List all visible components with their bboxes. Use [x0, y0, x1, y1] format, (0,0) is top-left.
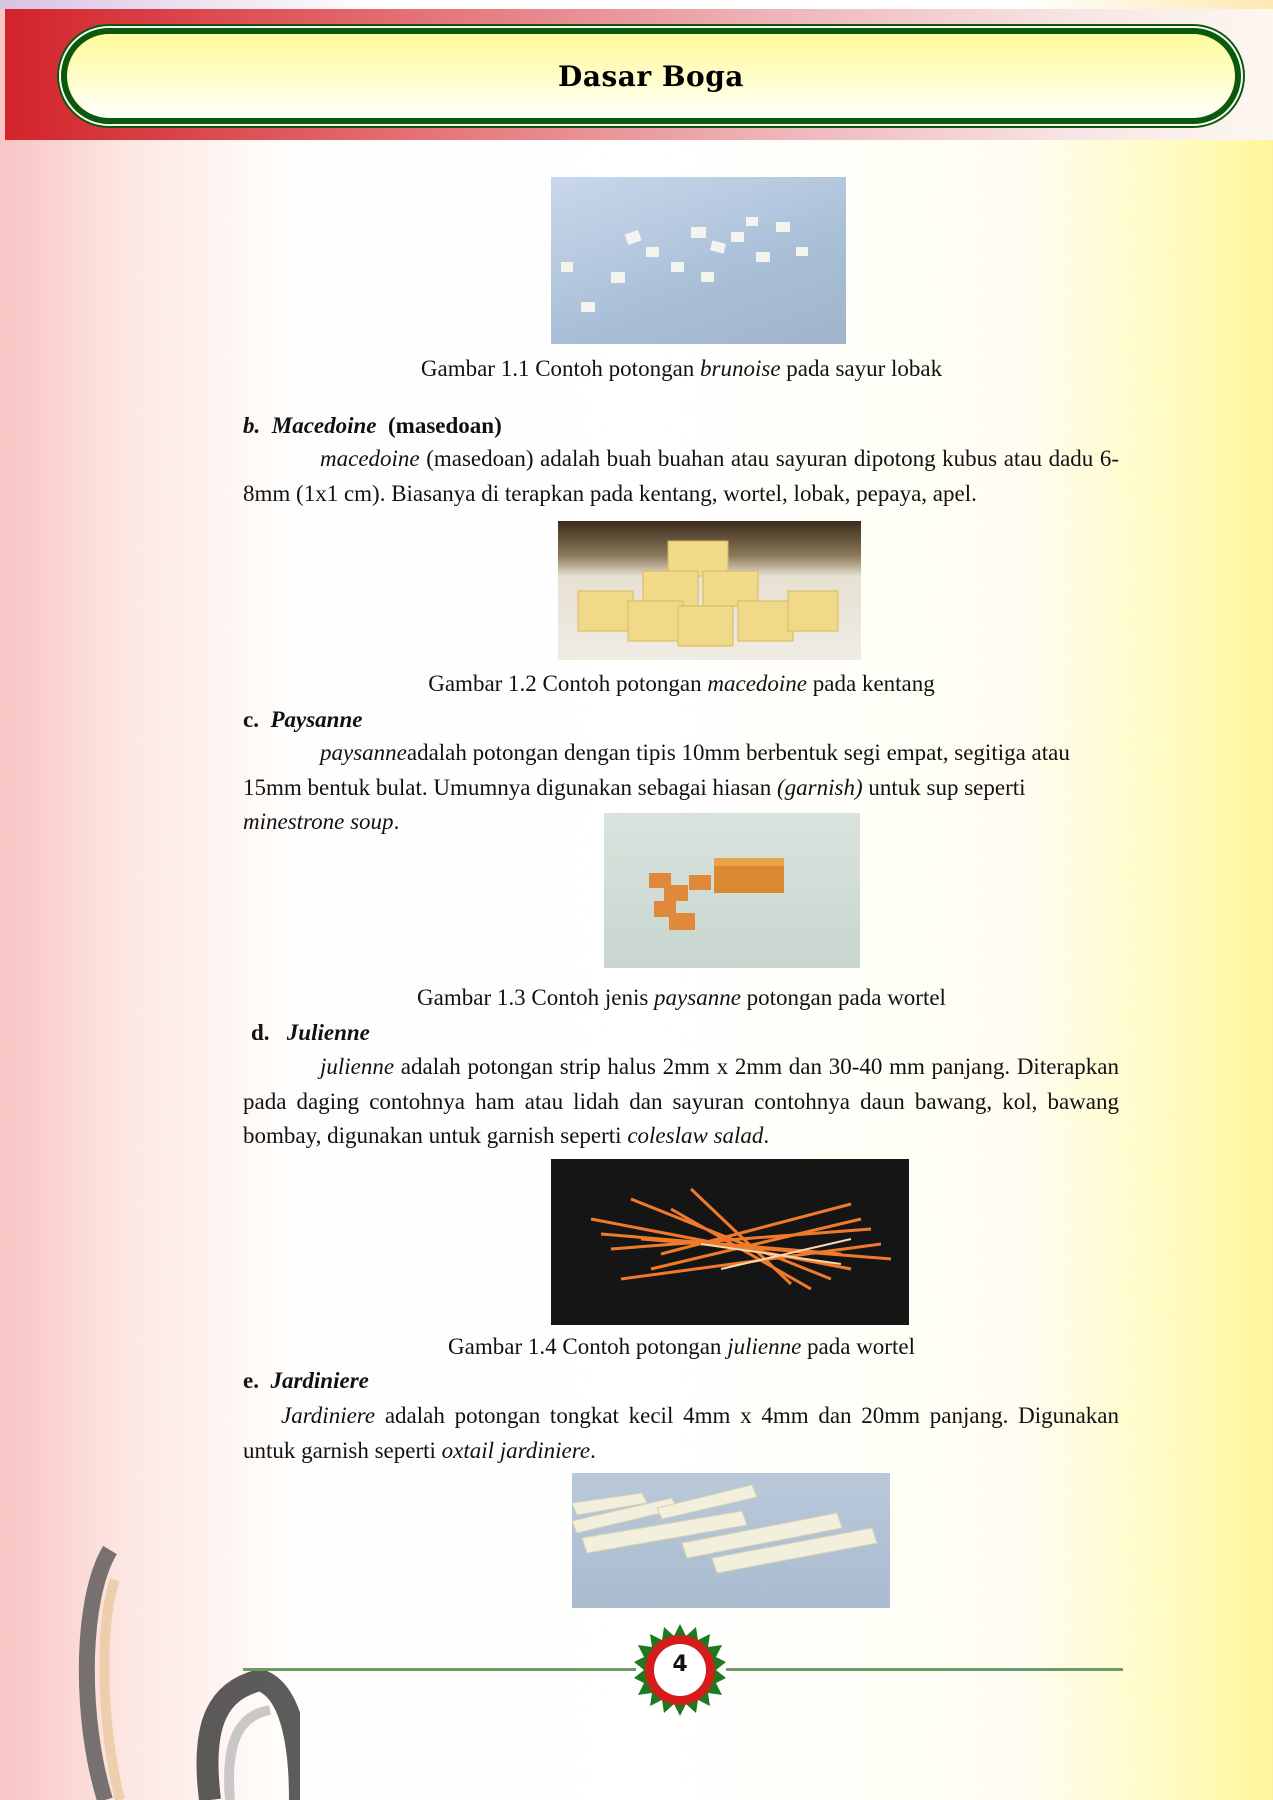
paragraph-paysanne: paysanneadalah potongan dengan tipis 10mm berbentuk segi empat, segitiga atau 15mm bentuk bulat. Umumnya digunakan sebagai hiasan (garnish) untuk sup seperti minestrone soup. [243, 740, 1070, 834]
section-heading-macedoine: b. Macedoine (masedoan) [243, 413, 502, 438]
figure-caption: Gambar 1.1 Contoh potongan brunoise pada sayur lobak [420, 356, 943, 381]
paragraph-macedoine: macedoine (masedoan) adalah buah buahan atau sayuran dipotong kubus atau dadu 6-8mm (1x1 cm). Biasanya di terapkan pada kentang, wortel, lobak, pepaya, apel. [243, 446, 1119, 506]
header-title: Dasar Boga [558, 59, 744, 93]
figure-caption: Gambar 1.2 Contoh potongan macedoine pada kentang [428, 671, 935, 696]
section-heading-jardiniere: e. Jardiniere [243, 1368, 369, 1393]
figure-caption: Gambar 1.4 Contoh potongan julienne pada wortel [448, 1334, 915, 1359]
swirl-decoration [60, 1520, 300, 1800]
figure-jardiniere-image [572, 1473, 890, 1608]
section-heading-julienne: d. Julienne [251, 1020, 370, 1045]
figure-julienne-image [551, 1159, 909, 1325]
figure-brunoise-image [551, 177, 846, 344]
figure-paysanne-image [604, 813, 860, 968]
footer-rule-right [726, 1668, 1123, 1671]
section-heading-paysanne: c. Paysanne [243, 707, 363, 732]
paragraph-julienne: julienne adalah potongan strip halus 2mm x 2mm dan 30-40 mm panjang. Diterapkan pada daging contohnya ham atau lidah dan sayuran contohnya daun bawang, kol, bawang bombay, digunakan untuk garnish seperti coleslaw salad. [243, 1054, 1119, 1148]
figure-macedoine-image [558, 521, 861, 660]
figure-caption: Gambar 1.3 Contoh jenis paysanne potongan pada wortel [417, 985, 946, 1010]
page-number: 4 [672, 1652, 688, 1677]
header-banner [61, 28, 1241, 124]
footer-rule-left [243, 1668, 636, 1671]
paragraph-jardiniere: Jardiniere adalah potongan tongkat kecil 4mm x 4mm dan 20mm panjang. Digunakan untuk garnish seperti oxtail jardiniere. [243, 1403, 1119, 1463]
